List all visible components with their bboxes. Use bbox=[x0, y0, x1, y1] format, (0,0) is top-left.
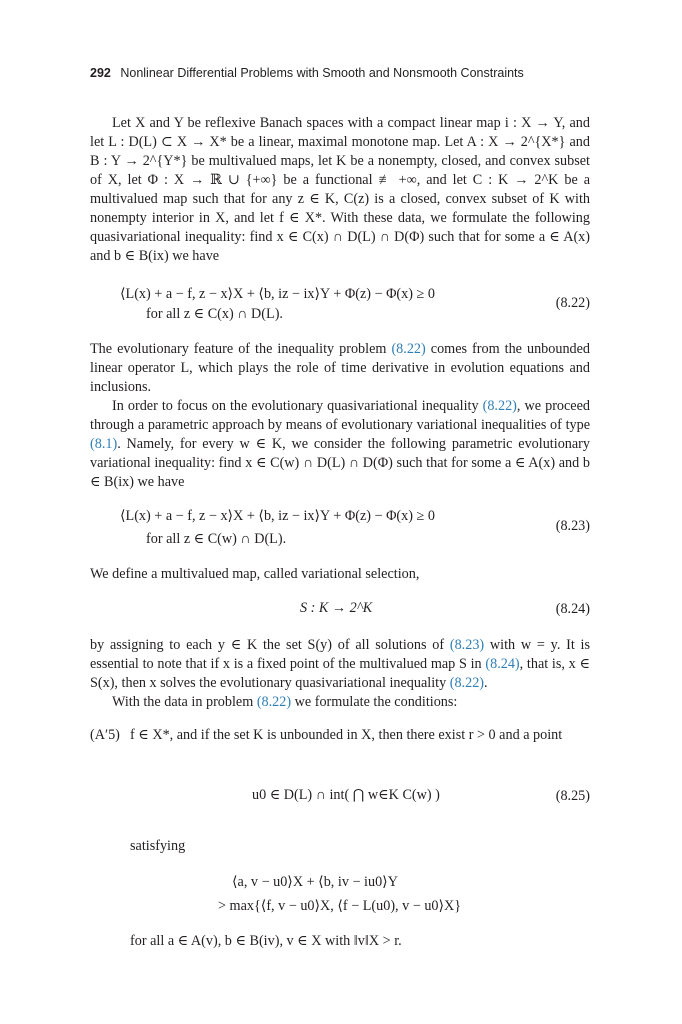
condition-label: (A′5) bbox=[90, 727, 120, 743]
ref-8-23-link[interactable]: (8.23) bbox=[449, 637, 485, 653]
text-segment: comes from the unbounded linear operator L, which plays the role of time derivative in evolution equations and inclusions. bbox=[90, 341, 591, 395]
text-segment: . Namely, for every w ∈ K, we consider the following parametric evolutionary variational inequality: find x ∈ C(w) ∩ D(L) ∩ D(Φ) such that for some a ∈ A(x) and b ∈ B(ix) we have bbox=[90, 436, 590, 490]
condition-text: f ∈ X*, and if the set K is unbounded in X, then there exist r > 0 and a point bbox=[130, 727, 563, 743]
ref-8-22-link[interactable]: (8.22) bbox=[482, 398, 517, 414]
running-title: Nonlinear Differential Problems with Smooth and Nonsmooth Constraints bbox=[120, 66, 524, 80]
paragraph-evolutionary-feature bbox=[90, 340, 590, 397]
text-segment: by assigning to each y ∈ K the set S(y) of all solutions of bbox=[90, 637, 445, 653]
ref-8-22-link[interactable]: (8.22) bbox=[256, 694, 292, 710]
text-segment: , that is, x ∈ S(x), then x solves the evolutionary quasivariational inequality bbox=[90, 656, 590, 691]
equation-8-23-line1: ⟨L(x) + a − f, z − x⟩X + ⟨b, iz − ix⟩Y + Φ(z) − Φ(x) ≥ 0 bbox=[120, 508, 435, 524]
page-number: 292 bbox=[90, 66, 111, 80]
equation-8-22-line1: ⟨L(x) + a − f, z − x⟩X + ⟨b, iz − ix⟩Y + Φ(z) − Φ(x) ≥ 0 bbox=[120, 286, 435, 302]
equation-8-22-line2: for all z ∈ C(x) ∩ D(L). bbox=[146, 306, 283, 322]
running-header bbox=[90, 66, 590, 80]
satisfying-label: satisfying bbox=[130, 838, 186, 854]
equation-condition-line2: > max{⟨f, v − u0⟩X, ⟨f − L(u0), v − u0⟩X} bbox=[218, 898, 462, 914]
paragraph-conditions-intro bbox=[90, 693, 590, 712]
equation-number-8-22: (8.22) bbox=[555, 295, 590, 311]
equation-number-8-24: (8.24) bbox=[555, 601, 590, 617]
ref-8-22-link[interactable]: (8.22) bbox=[449, 675, 485, 691]
equation-condition-line1: ⟨a, v − u0⟩X + ⟨b, iv − iu0⟩Y bbox=[232, 874, 398, 890]
text-segment: , we proceed through a parametric approach by means of evolutionary variational inequalities of type bbox=[90, 398, 590, 433]
ref-8-24-link[interactable]: (8.24) bbox=[485, 656, 520, 672]
equation-8-25: u0 ∈ D(L) ∩ int( ⋂ w∈K C(w) ) bbox=[252, 787, 440, 803]
text-segment: . bbox=[484, 675, 488, 691]
paragraph-variational-selection: We define a multivalued map, called variational selection, bbox=[90, 566, 420, 582]
paragraph-intro: Let X and Y be reflexive Banach spaces with a compact linear map i : X → Y, and let L : D(L) ⊂ X → X* be a linear, maximal monotone map. Let A : X → 2^{X*} and B : Y → 2^{Y*} be multivalued maps, let K be a nonempty, closed, and convex subset of X, let Φ : X → ℝ ∪ {+∞} be a functional ≢ +∞, and let C : K → 2^K be a multivalued map such that for any z ∈ K, C(z) is a closed, convex subset of K with nonempty interior in X, and let f ∈ X*. With these data, we formulate the following quasivariational inequality: find x ∈ C(x) ∩ D(L) ∩ D(Φ) such that for some a ∈ A(x) and b ∈ B(ix) we have bbox=[90, 115, 590, 264]
text-segment: we formulate the conditions: bbox=[294, 694, 458, 710]
ref-8-22-link[interactable]: (8.22) bbox=[391, 341, 426, 357]
equation-number-8-23: (8.23) bbox=[555, 518, 590, 534]
equation-condition-line3: for all a ∈ A(v), b ∈ B(iv), v ∈ X with ‖v‖X > r. bbox=[130, 933, 402, 949]
text-segment: In order to focus on the evolutionary quasivariational inequality bbox=[112, 398, 479, 414]
paragraph-parametric-approach bbox=[90, 397, 590, 492]
text-segment: With the data in problem bbox=[112, 694, 254, 710]
ref-8-1-link[interactable]: (8.1) bbox=[90, 436, 118, 452]
equation-8-24: S : K → 2^K bbox=[300, 600, 373, 616]
text-segment: with w = y. It is essential to note that if x is a fixed point of the multivalued map S in bbox=[90, 637, 591, 672]
paragraph-fixed-point bbox=[90, 636, 590, 693]
text-segment: The evolutionary feature of the inequality problem bbox=[90, 341, 387, 357]
equation-number-8-25: (8.25) bbox=[555, 788, 590, 804]
equation-8-23-line2: for all z ∈ C(w) ∩ D(L). bbox=[146, 531, 287, 547]
